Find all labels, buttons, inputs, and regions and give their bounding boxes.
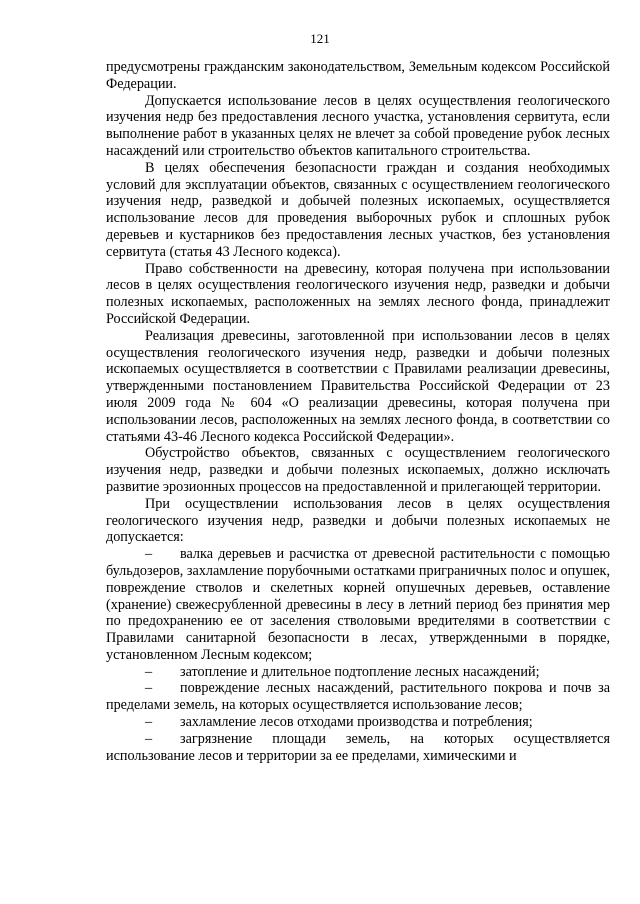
paragraph: Допускается использование лесов в целях осуществления геологического изучения недр без предоставления лесного участка, установления сервитута, если выполнение работ в указанных целях не влечет за собой проведение рубок лесных насаждений или строительство объектов капитального строительства. bbox=[106, 92, 610, 159]
list-marker: – bbox=[145, 714, 153, 731]
list-item-text: захламление лесов отходами производства и потребления; bbox=[180, 714, 533, 731]
list-item-text: затопление и длительное подтопление лесных насаждений; bbox=[180, 663, 540, 680]
list-item bbox=[106, 714, 610, 731]
paragraph: Реализация древесины, заготовленной при использовании лесов в целях осуществления геологического изучения недр, разведки и добычи полезных ископаемых осуществляется в соответствии с Правилами реализации древесины, утвержденными постановлением Правительства Российской Федерации от 23 июля 2009 года № 604 «О реализации древесины, которая получена при использовании лесов, расположенных на землях лесного фонда, в соответствии со статьями 43-46 Лесного кодекса Российской Федерации». bbox=[106, 327, 610, 445]
list-marker: – bbox=[145, 663, 153, 680]
page-number: 121 bbox=[310, 31, 330, 46]
document-body bbox=[106, 59, 610, 764]
paragraph: Обустройство объектов, связанных с осуществлением геологического изучения недр, разведки и добычи полезных ископаемых, должно исключать развитие эрозионных процессов на предоставленной и прилегающей территории. bbox=[106, 445, 610, 495]
list-item bbox=[106, 664, 610, 681]
list-item-text: загрязнение площади земель, на которых осуществляется использование лесов и территории за ее пределами, химическими и bbox=[106, 730, 610, 764]
paragraph: В целях обеспечения безопасности граждан и создания необходимых условий для эксплуатации объектов, связанных с осуществлением геологического изучения недр, разведкой и добычей полезных ископаемых, осуществляется использование лесов для проведения выборочных рубок и сплошных рубок деревьев и кустарников без предоставления лесных участков, без установления сервитута (статья 43 Лесного кодекса). bbox=[106, 159, 610, 260]
paragraph: Право собственности на древесину, которая получена при использовании лесов в целях осуществления геологического изучения недр, разведки и добычи полезных ископаемых, расположенных на землях лесного фонда, принадлежит Российской Федерации. bbox=[106, 260, 610, 327]
list-item bbox=[106, 546, 610, 664]
paragraph: При осуществлении использования лесов в целях осуществления геологического изучения недр, разведки и добычи полезных ископаемых не допускается: bbox=[106, 495, 610, 546]
list-marker: – bbox=[145, 546, 153, 563]
list-item bbox=[106, 731, 610, 765]
list-marker: – bbox=[145, 730, 153, 747]
list-marker: – bbox=[145, 680, 153, 697]
list-item-text: валка деревьев и расчистка от древесной растительности с помощью бульдозеров, захламление порубочными остатками приграничных полос и опушек, повреждение стволов и скелетных корней опушечных деревьев, оставление (хранение) свежесрубленной древесины в лесу в летний период без принятия мер по предохранению ее от заселения стволовыми вредителями в соответствии с Правилами санитарной безопасности в лесах, утвержденными в порядке, установленном Лесным кодексом; bbox=[106, 546, 610, 663]
paragraph: предусмотрены гражданским законодательством, Земельным кодексом Российской Федерации. bbox=[106, 59, 610, 92]
list-item-text: повреждение лесных насаждений, растительного покрова и почв за пределами земель, на которых осуществляется использование лесов; bbox=[106, 680, 610, 714]
list-item bbox=[106, 680, 610, 714]
